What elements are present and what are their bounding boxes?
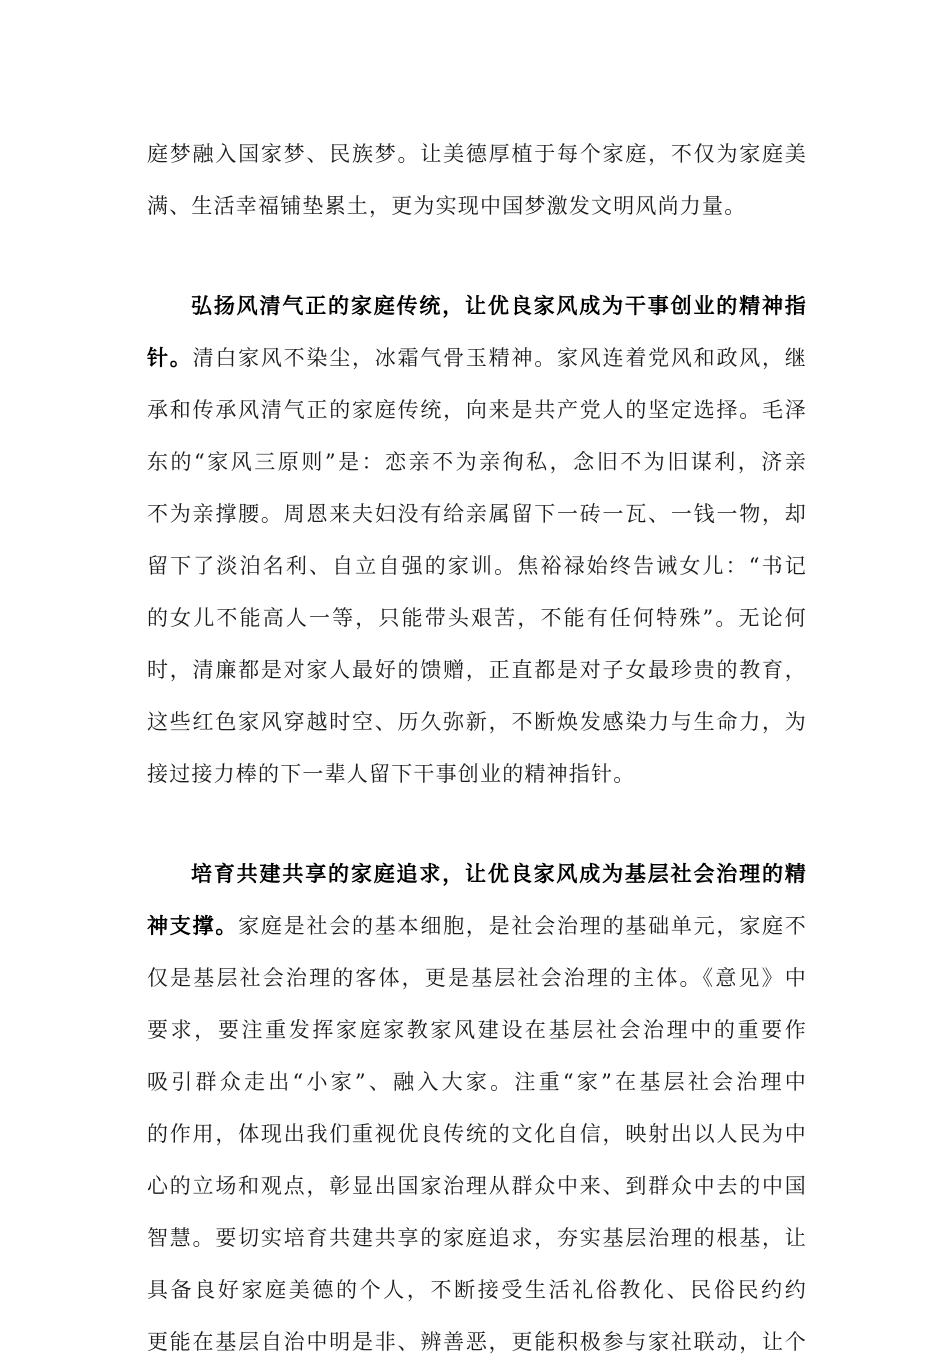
paragraph-heading-end: 针。 [147,345,193,370]
paragraph-line: 留下了淡泊名利、自立自强的家训。焦裕禄始终告诫女儿：“书记 [147,554,807,578]
paragraph-line [147,900,807,952]
paragraph-heading-line: 弘扬风清气正的家庭传统，让优良家风成为干事创业的精神指 [191,293,807,318]
paragraph-line: 更能在基层自治中明是非、辨善恶，更能积极参与家社联动，让个 [147,1330,807,1354]
paragraph-text: 家庭是社会的基本细胞，是社会治理的基础单元，家庭不 [238,914,807,938]
paragraph-line: 满、生活幸福铺垫累土，更为实现中国梦激发文明风尚力量。 [147,194,747,218]
paragraph-line: 的作用，体现出我们重视优良传统的文化自信，映射出以人民为中 [147,1122,807,1146]
paragraph-line: 这些红色家风穿越时空、历久弥新，不断焕发感染力与生命力，为 [147,710,807,734]
paragraph-line: 时，清廉都是对家人最好的馈赠，正直都是对子女最珍贵的教育， [147,658,807,682]
paragraph-line: 庭梦融入国家梦、民族梦。让美德厚植于每个家庭，不仅为家庭美 [147,142,807,166]
paragraph-line: 承和传承风清气正的家庭传统，向来是共产党人的坚定选择。毛泽 [147,398,807,422]
body-text [147,128,807,1368]
paragraph-line: 要求，要注重发挥家庭家教家风建设在基层社会治理中的重要作 [147,1018,807,1042]
paragraph-line: 智慧。要切实培育共建共享的家庭追求，夯实基层治理的根基，让 [147,1226,807,1250]
paragraph-line [147,332,807,384]
paragraph-line: 仅是基层社会治理的客体，更是基层社会治理的主体。《意见》中 [147,966,807,990]
paragraph-line: 接过接力棒的下一辈人留下干事创业的精神指针。 [147,762,636,786]
paragraph-line: 具备良好家庭美德的个人，不断接受生活礼俗教化、民俗民约约 [147,1278,807,1302]
paragraph-line: 不为亲撑腰。周恩来夫妇没有给亲属留下一砖一瓦、一钱一物，却 [147,502,807,526]
paragraph-heading-line: 培育共建共享的家庭追求，让优良家风成为基层社会治理的精 [191,861,807,886]
paragraph-line: 心的立场和观点，彰显出国家治理从群众中来、到群众中去的中国 [147,1174,807,1198]
paragraph-line: 的女儿不能高人一等，只能带头艰苦，不能有任何特殊”。无论何 [147,606,807,630]
paragraph-line: 吸引群众走出“小家”、融入大家。注重“家”在基层社会治理中 [147,1070,807,1094]
paragraph-line: 东的“家风三原则”是：恋亲不为亲徇私，念旧不为旧谋利，济亲 [147,450,807,474]
paragraph-heading-end: 神支撑。 [147,913,239,938]
paragraph-text: 清白家风不染尘，冰霜气骨玉精神。家风连着党风和政风，继 [192,346,807,370]
